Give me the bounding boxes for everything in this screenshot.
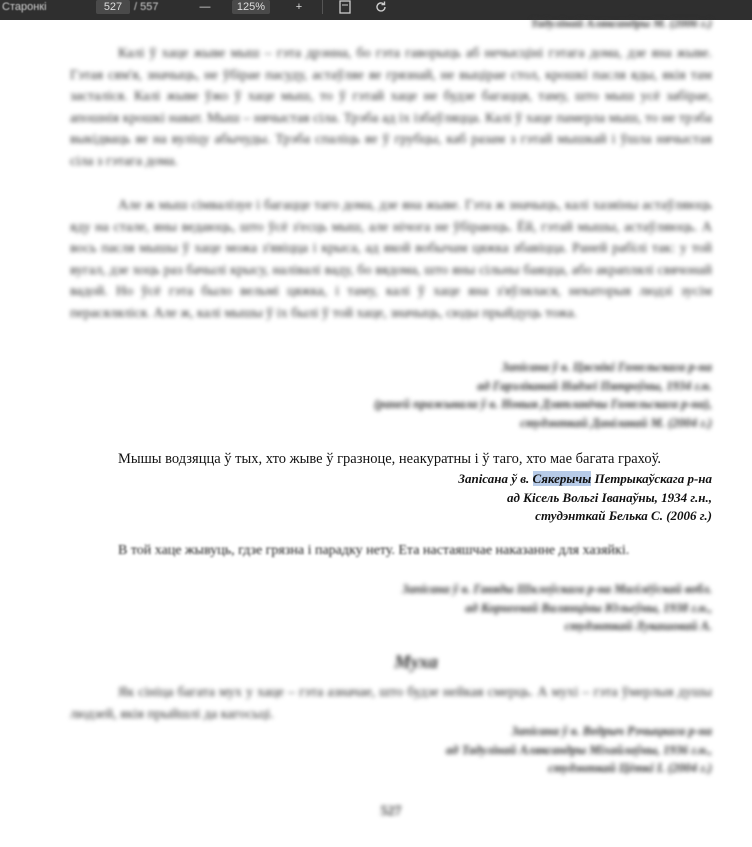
citation-line: студэнткай Цёткі І. (2004 г.) (548, 761, 712, 775)
paragraph-mouse-2: Але ж мыш сімвалізуе і багацце таго дома, дзе яна жыве. Гэта ж значыць, калі хазяіны астаўляюць яду на стале, яны ведаюць, што ўсё з'есць мыш, але нічога не ўбіраюць. Ёй, гэтай мышы, астаўляюць. А вось пасля мышы ў хаце можа з'явіцца і крыса, ад якой вобычам цяжка збавіцца. Раней рабілі так: у той вугал, дзе хоць раз бачылі крысу, налівалі ваду, бо вядома, што яны сільны баяцца, або акраплялі свячонай вадой. Но ўсё гэта было вельмі цяжка, і таму, калі ў хаце яна з'яўлялася, некаторыя людзі зусім перасяляліся. Але ж, калі мышы ў іх былі ў той хаце, значыць, сюды прыйдуць тожа. (70, 198, 712, 321)
citation-line: ад Кісель Вольгі Іванаўны, 1934 г.н., (506, 489, 712, 505)
pages-label: Старонкі (2, 1, 47, 13)
citation-3 (192, 580, 712, 636)
sharp-paragraph[interactable]: Мышы водзяцца ў тых, хто жыве ў гразноце, неакуратны і ў таго, хто мае багата грахоў. (118, 451, 662, 467)
citation-line: ад Гарэлікавай Надзеі Пятроўны, 1934 г.н. (477, 378, 712, 393)
page-number-input[interactable]: 527 (96, 0, 130, 14)
citation-line: ад Корнеевай Валянціны Юльеўны, 1938 г.н., (465, 600, 712, 615)
zoom-in-button[interactable]: + (295, 1, 303, 13)
section-heading: Муха (394, 652, 438, 673)
page-total-label: / 557 (134, 1, 159, 13)
citation-line: ад Тадулінай Аляксандры Міхайлаўны, 1936 г.н., (446, 742, 712, 757)
citation-line: Запісана ў в. Гавяды Шклоўскага р-на Магілёўскай вобл. (402, 582, 712, 596)
header-citation: Тадулінай Аляксандры М. (2006 г.) (530, 16, 712, 30)
rotate-icon[interactable] (374, 0, 390, 14)
citation-suffix: Петрыкаўскага р-на (591, 471, 712, 486)
citation-2 (192, 470, 712, 526)
citation-prefix: Запісана ў в. (458, 471, 533, 486)
citation-1 (192, 358, 712, 432)
citation-line: Запісана ў в. Цяснікі Гомельскага р-на (501, 360, 712, 374)
selected-word-highlight[interactable]: Сякерычы (532, 471, 592, 486)
page-number: 527 (380, 804, 402, 819)
citation-line: студэнткай Лукашовай А. (564, 619, 712, 633)
fit-page-icon[interactable] (338, 0, 354, 14)
paragraph-flies: Як сініца багата мух у хаце – гэта азначае, што будзе нейкая смерць. А мухі – гэта ўмерлыя душы людзей, якія прыйшлі да кагосьці. (70, 685, 712, 722)
paragraph-dirty-house: В той хаце жывуць, гдзе грязна і парадку нету. Ета настаяшчае наказанне для хазяйкі. (118, 543, 630, 558)
citation-line: (раней пражывала ў в. Новыя Дзятлавічы Гомельскага р-на), (373, 397, 712, 411)
paragraph-mouse-1: Калі ў хаце жыве мыш – гэта дрэнна, бо гэта гаворыць аб нечысціні гэтага дома, дзе яна жыве. Гэтая сям'я, значыць, не ўбірае пасуду, астаўляе яе грязнай, не выцірае стол, крошкі пасля яды, якія там засталіся. Калі жыве ўжо ў хаце мыш, то ў гэтай хаце не будзе багацця, таму, што мыш усё забірае, апошнія крошкі нават. Мыш – нячыстая сіла. Трэба ад іх ізбаўляцца. Калі ў хаце памерла мыш, то не трэба выкідваць яе на вуліцу абычуды. Трэба спаліць яе ў грубцы, каб разам з гэтай мышкай і ўшла нячыстая сіла з гэтага дома. (70, 46, 712, 169)
citation-line: студэнткай Белька С. (2006 г.) (535, 508, 712, 523)
zoom-out-button[interactable]: — (199, 1, 211, 13)
citation-line: студэнткай Данілавай М. (2004 г.) (520, 415, 712, 430)
zoom-level-select[interactable]: 125% (232, 0, 270, 14)
citation-4 (192, 722, 712, 778)
citation-line: Запісана ў в. Ведрыч Рэчыцкага р-на (511, 724, 712, 738)
toolbar-divider (322, 0, 323, 14)
